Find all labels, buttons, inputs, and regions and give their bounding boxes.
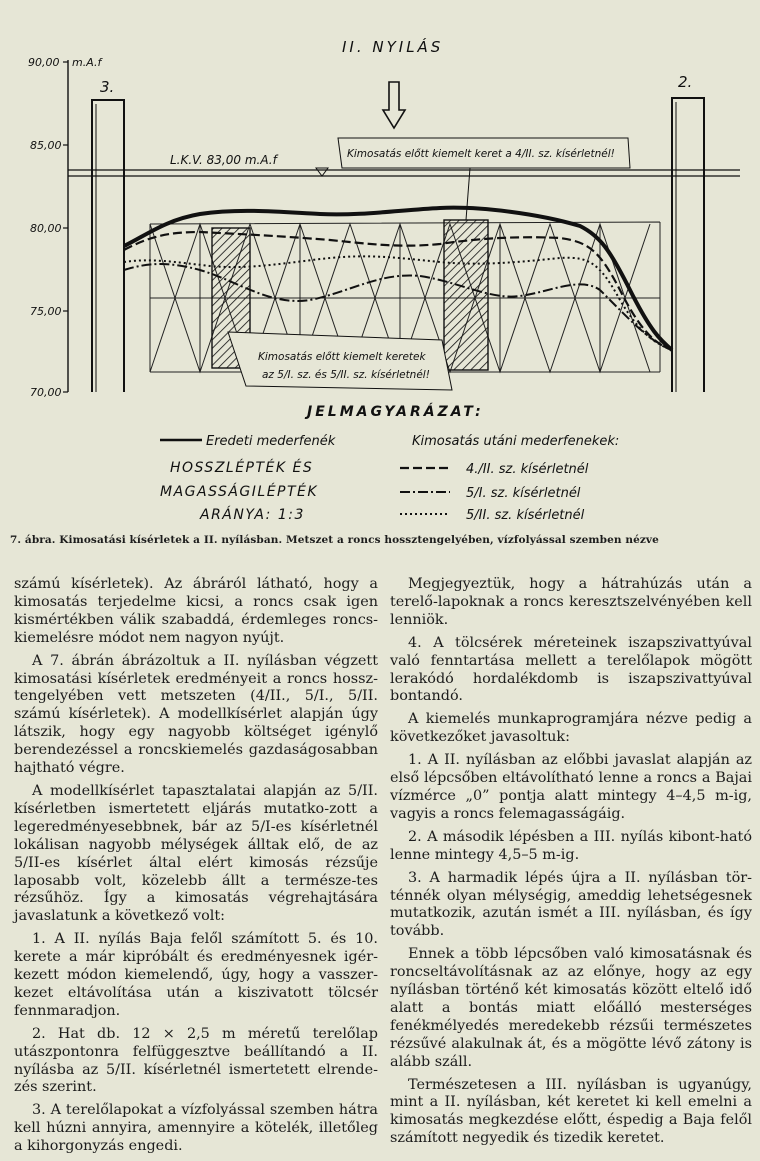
flow-arrow-icon (383, 82, 405, 128)
paragraph: 1. A II. nyílás Baja felől számított 5. és 10. kerete a már kipróbált és eredményesnek igér-kezett módon kiemelendő, úgy, hogy a vasszer-kezet eltávolítása után a kiszivatott tölcsér fennmaradjon. (14, 931, 378, 1019)
paragraph: 3. A terelőlapokat a vízfolyással szemben hátra kell húzni annyira, amennyire a kötelék, illetőleg a kihorgonyzás engedi. (14, 1102, 378, 1155)
legend-scale-line-1: HOSSZLÉPTÉK ÉS (170, 460, 314, 476)
pier-right-label: 2. (678, 73, 693, 91)
series-4-ii-line (124, 232, 672, 350)
paragraph: Természetesen a III. nyílásban is ugyanúgy, mint a II. nyílásban, két keretet ki kell emelni a kimosatás megkezdése előtt, éspedig a Baja felől számított negyedik és tizedik keretet. (390, 1076, 752, 1147)
right-column (390, 576, 752, 1153)
figure-title: II. NYILÁS (342, 38, 444, 56)
annotation-bottom-line-2: az 5/I. sz. és 5/II. sz. kísérletnél! (262, 369, 430, 381)
paragraph: 4. A tölcsérek méreteinek iszapszivattyúval való fenntartása mellett a terelőlapok mögött lerakódó hordalékdomb is iszapszivattyúval bontandó. (390, 634, 752, 705)
y-tick-label: 80,00 (30, 222, 62, 235)
legend-scale-line-3: ARÁNYA: 1:3 (200, 507, 305, 523)
y-tick-label: 70,00 (30, 386, 62, 399)
paragraph: 2. Hat db. 12 × 2,5 m méretű terelőlap utászpontonra felfüggesztve beállítandó a II. nyílásba az 5/II. kísérletnél ismertetett elrende-zés szerint. (14, 1025, 378, 1096)
paragraph: A modellkísérlet tapasztalatai alapján az 5/II. kísérletben ismertetett eljárás mutatko-zott a legeredményesebbnek, bár az 5/I-es kísérletnél lokálisan nagyobb mélységek álltak elő, de az 5/II-es kísérlet által elért kimosás rézsűje laposabb volt, közelebb állt a természe-tes rézsűhöz. Így a kimosatás végrehajtására javaslatunk a következő volt: (14, 782, 378, 925)
pier-right (672, 98, 704, 392)
pier-left (92, 100, 124, 392)
water-level-label: L.K.V. 83,00 m.A.f (170, 153, 277, 167)
paragraph: 2. A második lépésben a III. nyílás kibont-ható lenne mintegy 4,5–5 m-ig. (390, 828, 752, 863)
pier-left-label: 3. (100, 78, 115, 96)
water-level-line (68, 170, 740, 176)
paragraph: 1. A II. nyílásban az előbbi javaslat alapján az első lépcsőben eltávolítható lenne a roncs a Bajai vízmérce „0” pontja alatt mintegy 4–4,5 m-ig, vagyis a roncs felemagasságáig. (390, 752, 752, 822)
legend-title: JELMAGYARÁZAT: (307, 404, 484, 420)
legend-after-title: Kimosatás utáni mederfenekek: (412, 434, 620, 449)
annotation-top: Kimosatás előtt kiemelt keret a 4/II. sz. kísérletnél! (347, 148, 615, 160)
y-tick-label: 75,00 (30, 305, 62, 318)
legend-series-1-label: 4./II. sz. kísérletnél (466, 462, 589, 477)
paragraph: A kiemelés munkaprogramjára nézve pedig a következőket javasoltuk: (390, 711, 752, 746)
legend-series-2-label: 5/I. sz. kísérletnél (466, 486, 581, 501)
paragraph: Ennek a több lépcsőben való kimosatásnak és roncseltávolításnak az az előnye, hogy az egy nyílásban történő két kimosatás között eltelő idő alatt a bontás miatt előálló mesterséges fenékmélyedés meredekebb rézsűi természetes rézsűvé alakulnak át, és a mögötte lévő zátony is alább száll. (390, 946, 752, 1070)
cross-section-figure (0, 0, 760, 530)
y-tick-label: 85,00 (30, 139, 62, 152)
paragraph: 3. A harmadik lépés újra a II. nyílásban tör-ténnék olyan mélységig, ameddig lehetségesnek mutatkozik, azután ismét a III. nyílásban, és így tovább. (390, 869, 752, 940)
y-tick-label: 90,00 (28, 56, 60, 69)
left-column (14, 576, 378, 1161)
paragraph: A 7. ábrán ábrázoltuk a II. nyílásban végzett kimosatási kísérletek eredményeit a roncs hossz-tengelyében vett metszeten (4/II., 5/I., 5/II. számú kísérletek). A modellkísérlet alapján úgy látszik, hogy egy nagyobb költséget igénylő berendezéssel a roncskiemelés gazdaságosabban hajtható végre. (14, 652, 378, 777)
series-5-i-line (124, 264, 672, 350)
figure-caption: 7. ábra. Kimosatási kísérletek a II. nyílásban. Metszet a roncs hossztengelyében, vízfolyással szemben nézve (10, 534, 659, 546)
y-unit-label: m.A.f (72, 56, 102, 69)
legend-scale-line-2: MAGASSÁGILÉPTÉK (160, 484, 319, 500)
annotation-bottom-line-1: Kimosatás előtt kiemelt keretek (258, 351, 426, 363)
water-level-marker-icon (316, 168, 328, 176)
paragraph: Megjegyeztük, hogy a hátrahúzás után a terelő-lapoknak a roncs keresztszelvényében kell lenniök. (390, 576, 752, 628)
legend-original-label: Eredeti mederfenék (206, 434, 336, 449)
y-axis-ticks (63, 62, 68, 392)
legend-series-3-label: 5/II. sz. kísérletnél (466, 508, 585, 523)
series-5-ii-line (124, 256, 672, 350)
paragraph: számú kísérletek). Az ábráról látható, hogy a kimosatás terjedelme kicsi, a roncs csak igen kismértékben válik szabaddá, érdemleges roncs-kiemelésre módot nem nagyon nyújt. (14, 576, 378, 646)
